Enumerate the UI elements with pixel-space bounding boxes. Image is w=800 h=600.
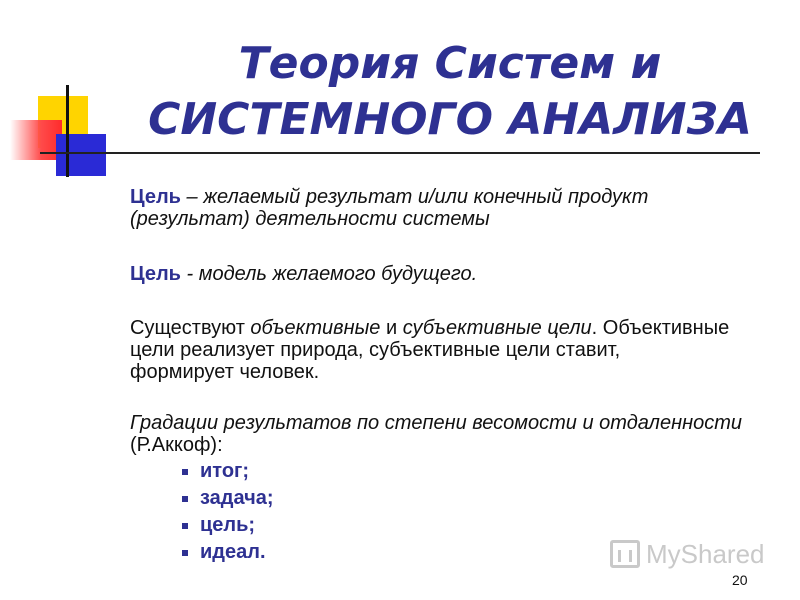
definition-text-1: – желаемый результат и/или конечный продукт [180,186,649,208]
definition-goal-2 [130,263,477,285]
title-underline [40,152,760,154]
gradations-paragraph [130,412,742,456]
definition-text-1b: (результат) деятельности системы [130,208,490,230]
list-item [182,485,274,512]
p4-line-2: (Р.Аккоф): [130,434,223,456]
p3-line-3: формирует человек. [130,361,320,383]
slide-title [140,36,760,148]
p3-line-2: цели реализует природа, субъективные цели ставит, [130,339,621,361]
p3-text-e: . Объективные [591,317,730,339]
watermark-text: MyShared [646,538,765,569]
bullet-square-icon [182,550,188,556]
p4-line-1: Градации результатов по степени весомости и отдаленности [130,412,742,434]
deco-vertical-line [66,85,69,177]
watermark [610,536,765,572]
definition-goal-1 [130,186,648,230]
p3-text-objective: объективные [250,317,381,339]
p3-text-subjective: субъективные цели [402,317,592,339]
p3-text-c: и [380,317,403,339]
bullet-square-icon [182,523,188,529]
bullet-text: идеал. [200,541,266,563]
deco-red-square [10,120,62,160]
bullet-square-icon [182,496,188,502]
bullet-text: итог; [200,460,250,482]
title-line-2: СИСТЕМНОГО АНАЛИЗА [148,94,752,145]
bullet-text: задача; [200,487,274,509]
objective-subjective-paragraph [130,317,729,383]
presentation-screen-icon [610,540,640,568]
definition-text-2: - модель желаемого будущего. [180,263,478,285]
list-item [182,512,274,539]
title-line-1: Теория Систем и [238,38,662,89]
term-goal: Цель [130,186,181,208]
page-number: 20 [732,572,748,588]
list-item [182,539,274,566]
deco-blue-square [56,134,106,176]
bullet-square-icon [182,469,188,475]
term-goal: Цель [130,263,181,285]
list-item [182,458,274,485]
bullet-text: цель; [200,514,256,536]
results-bullet-list [182,458,274,566]
p3-text-a: Существуют [130,317,251,339]
